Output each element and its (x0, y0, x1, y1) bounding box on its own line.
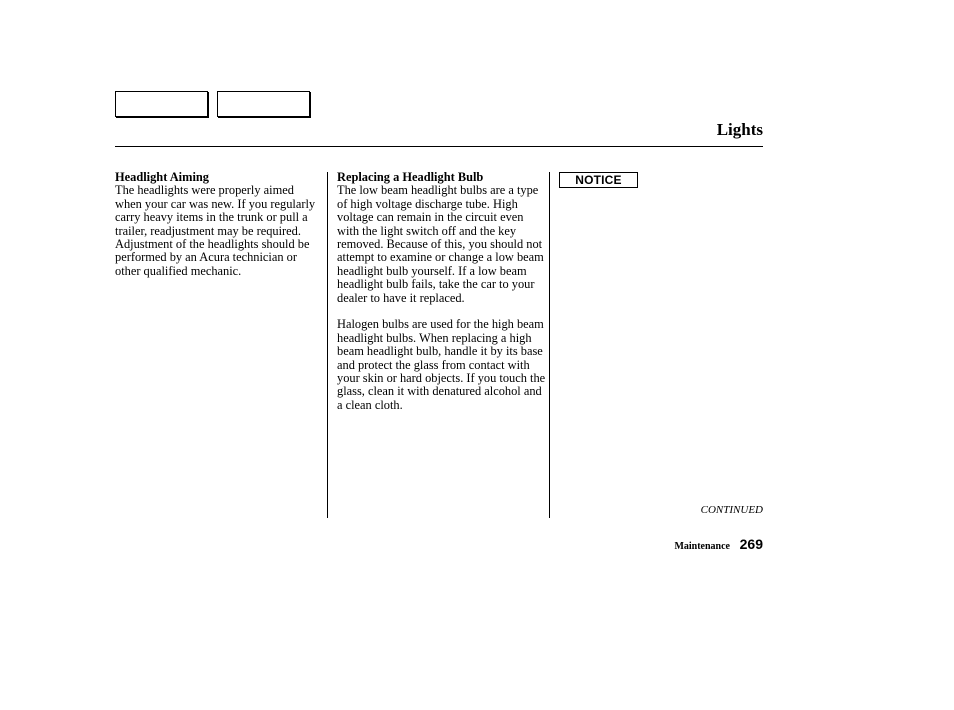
paragraph-headlight-aiming: The headlights were properly aimed when your car was new. If you regularly carry heavy items in the trunk or pull a trailer, readjustment may be required. Adjustment of the headlights should be performed by an Acura technician or other qualified mechanic. (115, 183, 316, 278)
heading-replacing-headlight-bulb: Replacing a Headlight Bulb (337, 170, 484, 184)
header-divider (115, 146, 763, 147)
column-divider (549, 172, 550, 518)
paragraph-low-beam-bulbs: The low beam headlight bulbs are a type of high voltage discharge tube. High voltage can remain in the circuit even with the light switch off and the key removed. Because of this, you should not attempt to examine or change a low beam headlight bulb yourself. If a low beam headlight bulb fails, take the car to your dealer to have it replaced. (337, 183, 544, 305)
nav-button-index[interactable] (217, 91, 310, 117)
column-headlight-aiming (115, 171, 320, 292)
footer-section-name: Maintenance (674, 541, 730, 552)
page-title: Lights (716, 120, 763, 139)
continued-label: CONTINUED (700, 504, 763, 516)
heading-headlight-aiming: Headlight Aiming (115, 170, 209, 184)
page-number: 269 (739, 536, 763, 552)
column-divider (327, 172, 328, 518)
notice-label: NOTICE (559, 172, 638, 188)
nav-button-main-menu[interactable] (115, 91, 208, 117)
paragraph-halogen-bulbs: Halogen bulbs are used for the high beam headlight bulbs. When replacing a high beam headlight bulb, handle it by its base and protect the glass from contact with your skin or hard objects. If you touch the glass, clean it with denatured alcohol and a clean cloth. (337, 317, 546, 412)
column-replacing-headlight-bulb (337, 171, 546, 426)
